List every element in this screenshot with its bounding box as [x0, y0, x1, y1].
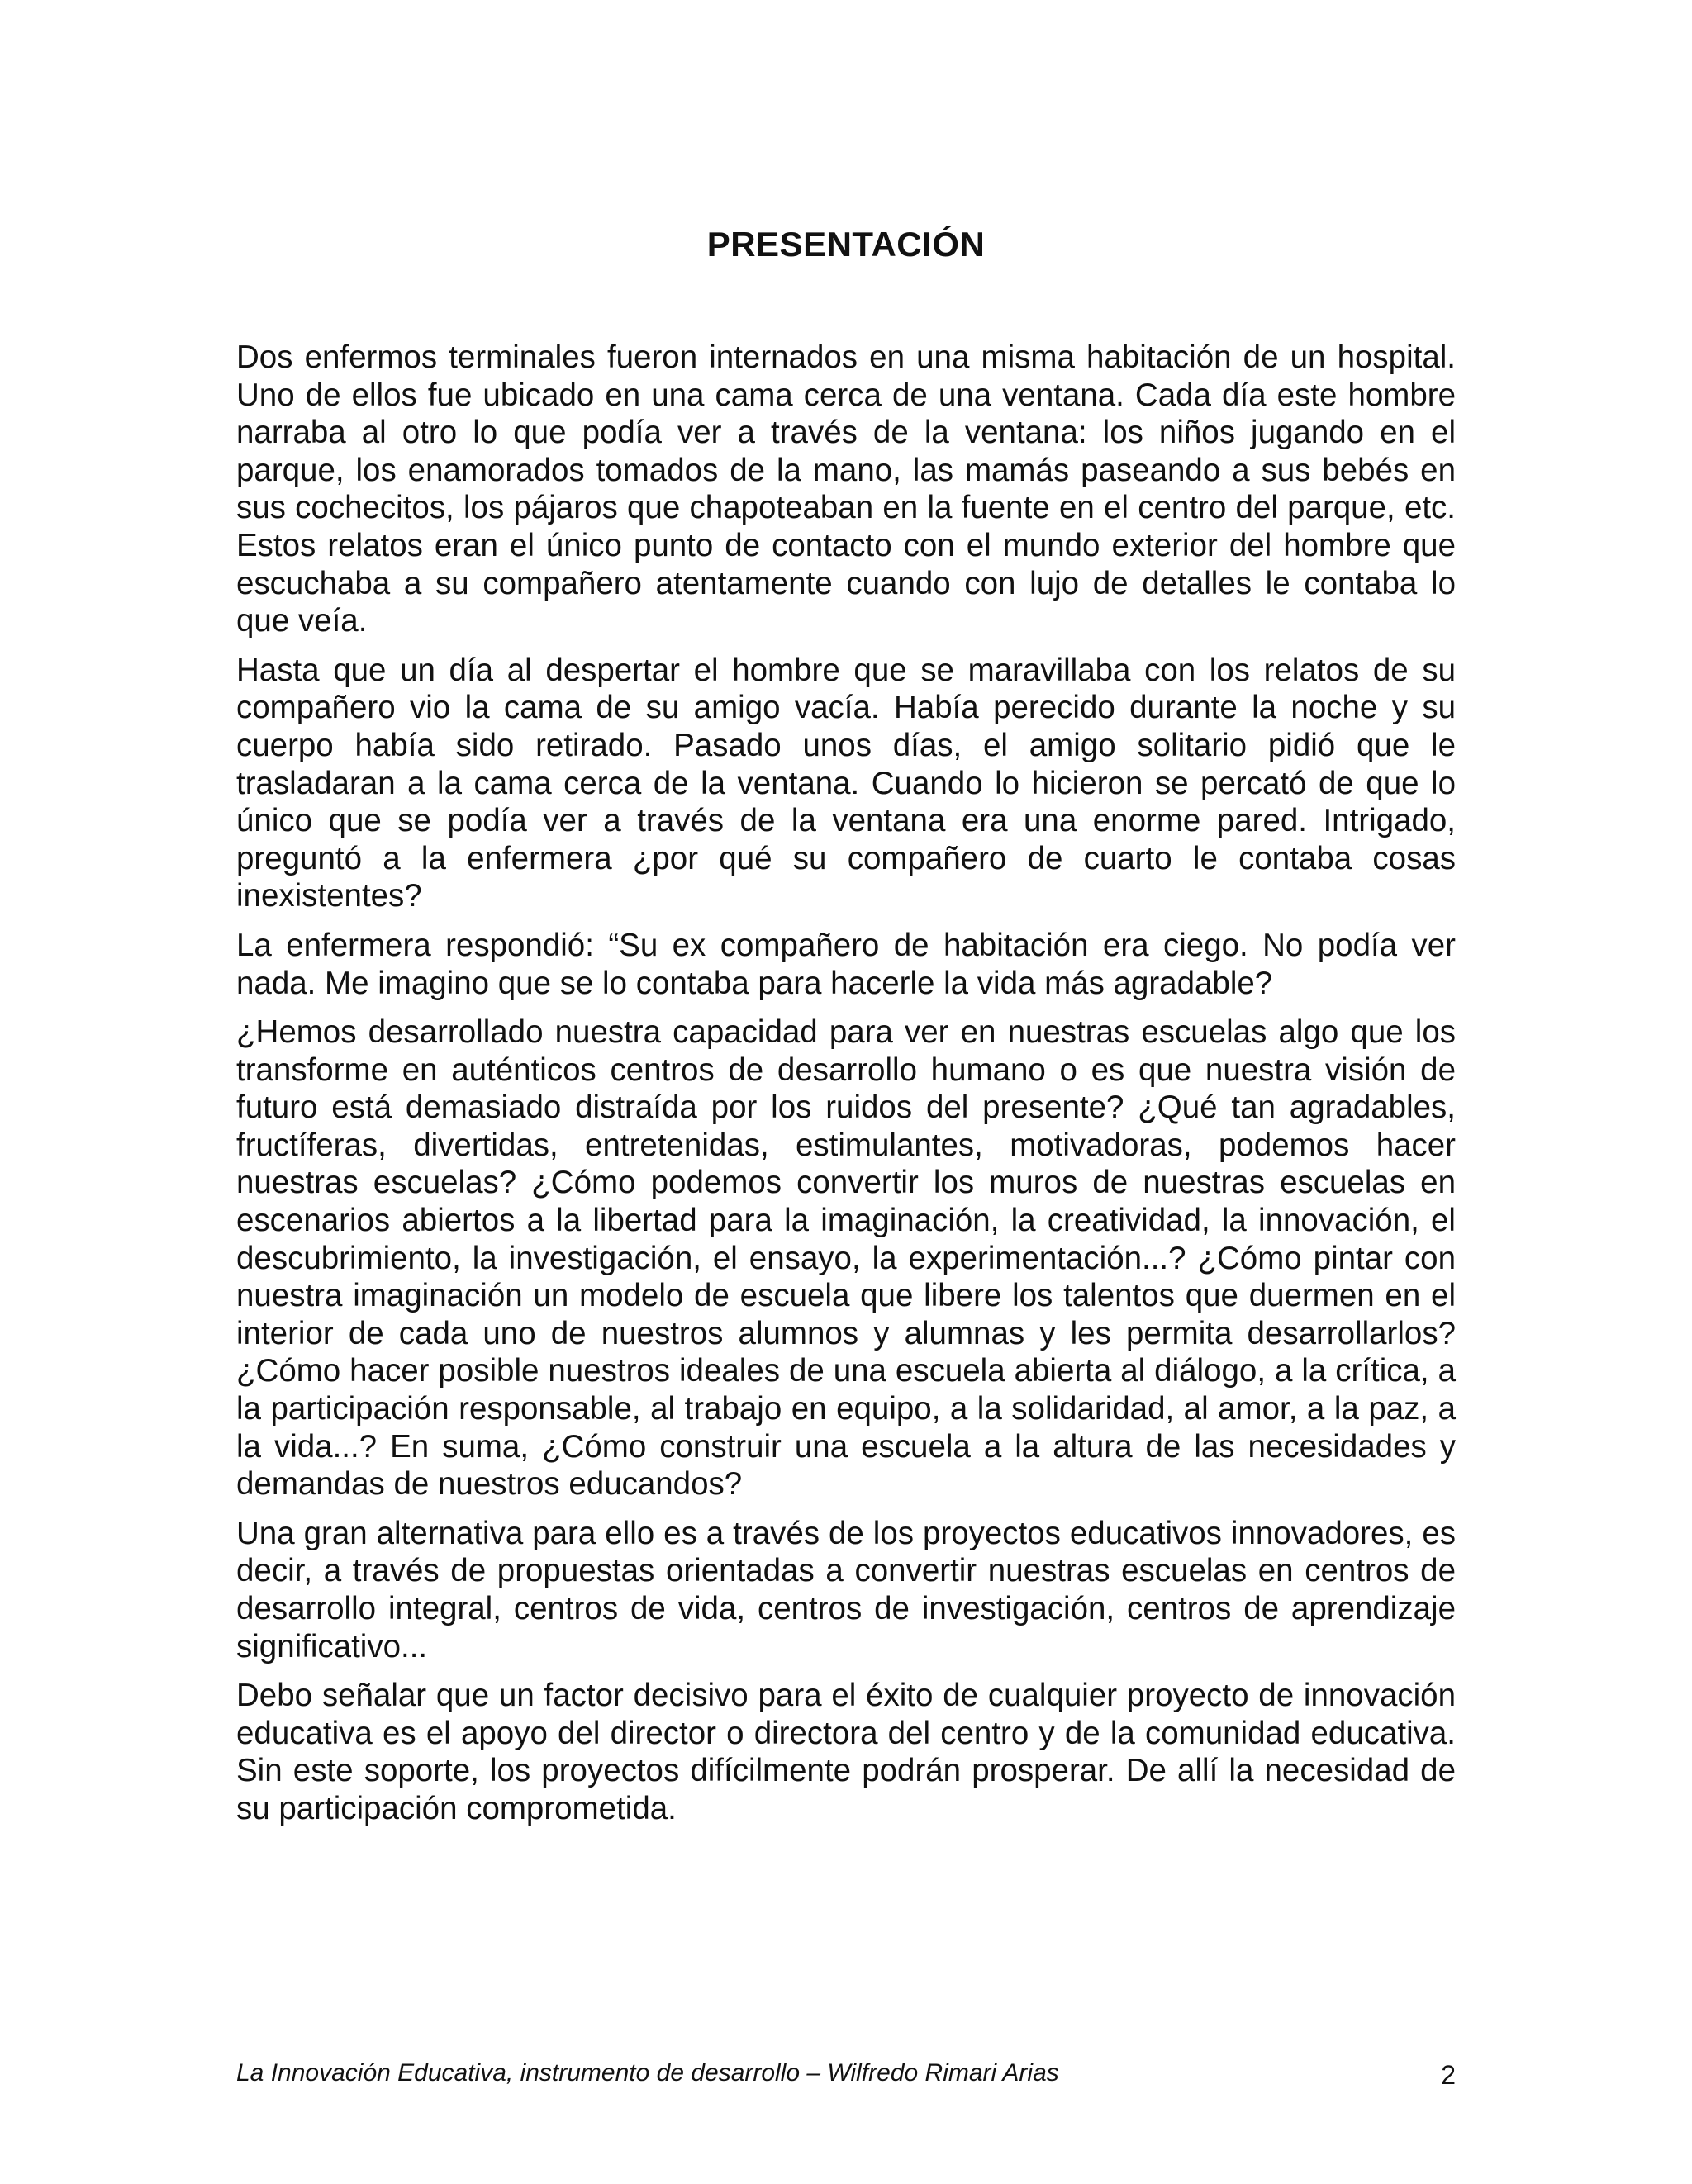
- body-text: [236, 339, 1456, 1840]
- paragraph-6: Debo señalar que un factor decisivo para el éxito de cualquier proyecto de innovación educativa es el apoyo del director o directora del centro y de la comunidad educativa. Sin este soporte, los proyectos difícilmente podrán prosperar. De allí la necesidad de su participación comprometida.: [236, 1678, 1456, 1826]
- paragraph-1: Dos enfermos terminales fueron internados en una misma habitación de un hospital. Uno de ellos fue ubicado en una cama cerca de una ventana. Cada día este hombre narraba al otro lo que podía ver a través de la ventana: los niños jugando en el parque, los enamorados tomados de la mano, las mamás paseando a sus bebés en sus cochecitos, los pájaros que chapoteaban en la fuente en el centro del parque, etc. Estos relatos eran el único punto de contacto con el mundo exterior del hombre que escuchaba a su compañero atentamente cuando con lujo de detalles le contaba lo que veía.: [236, 339, 1456, 639]
- footer-citation: La Innovación Educativa, instrumento de desarrollo – Wilfredo Rimari Arias: [236, 2059, 1059, 2087]
- paragraph-3: La enfermera respondió: “Su ex compañero de habitación era ciego. No podía ver nada. Me imagino que se lo contaba para hacerle la vida más agradable?: [236, 927, 1456, 1001]
- page-number: 2: [1441, 2060, 1456, 2090]
- paragraph-4: ¿Hemos desarrollado nuestra capacidad para ver en nuestras escuelas algo que los transforme en auténticos centros de desarrollo humano o es que nuestra visión de futuro está demasiado distraída por los ruidos del presente? ¿Qué tan agradables, fructíferas, divertidas, entretenidas, estimulantes, motivadoras, podemos hacer nuestras escuelas? ¿Cómo podemos convertir los muros de nuestras escuelas en escenarios abiertos a la libertad para la imaginación, la creatividad, la innovación, el descubrimiento, la investigación, el ensayo, la experimentación...? ¿Cómo pintar con nuestra imaginación un modelo de escuela que libere los talentos que duermen en el interior de cada uno de nuestros alumnos y alumnas y les permita desarrollarlos? ¿Cómo hacer posible nuestros ideales de una escuela abierta al diálogo, a la crítica, a la participación responsable, al trabajo en equipo, a la solidaridad, al amor, a la paz, a la vida...? En suma, ¿Cómo construir una escuela a la altura de las necesidades y demandas de nuestros educandos?: [236, 1014, 1456, 1503]
- page-title: PRESENTACIÓN: [706, 225, 986, 264]
- page-footer: [236, 2057, 1456, 2093]
- paragraph-5: Una gran alternativa para ello es a través de los proyectos educativos innovadores, es decir, a través de propuestas orientadas a convertir nuestras escuelas en centros de desarrollo integral, centros de vida, centros de investigación, centros de aprendizaje significativo...: [236, 1515, 1456, 1664]
- paragraph-2: Hasta que un día al despertar el hombre que se maravillaba con los relatos de su compañero vio la cama de su amigo vacía. Había perecido durante la noche y su cuerpo había sido retirado. Pasado unos días, el amigo solitario pidió que le trasladaran a la cama cerca de la ventana. Cuando lo hicieron se percató de que lo único que se podía ver a través de la ventana era una enorme pared. Intrigado, preguntó a la enfermera ¿por qué su compañero de cuarto le contaba cosas inexistentes?: [236, 652, 1456, 914]
